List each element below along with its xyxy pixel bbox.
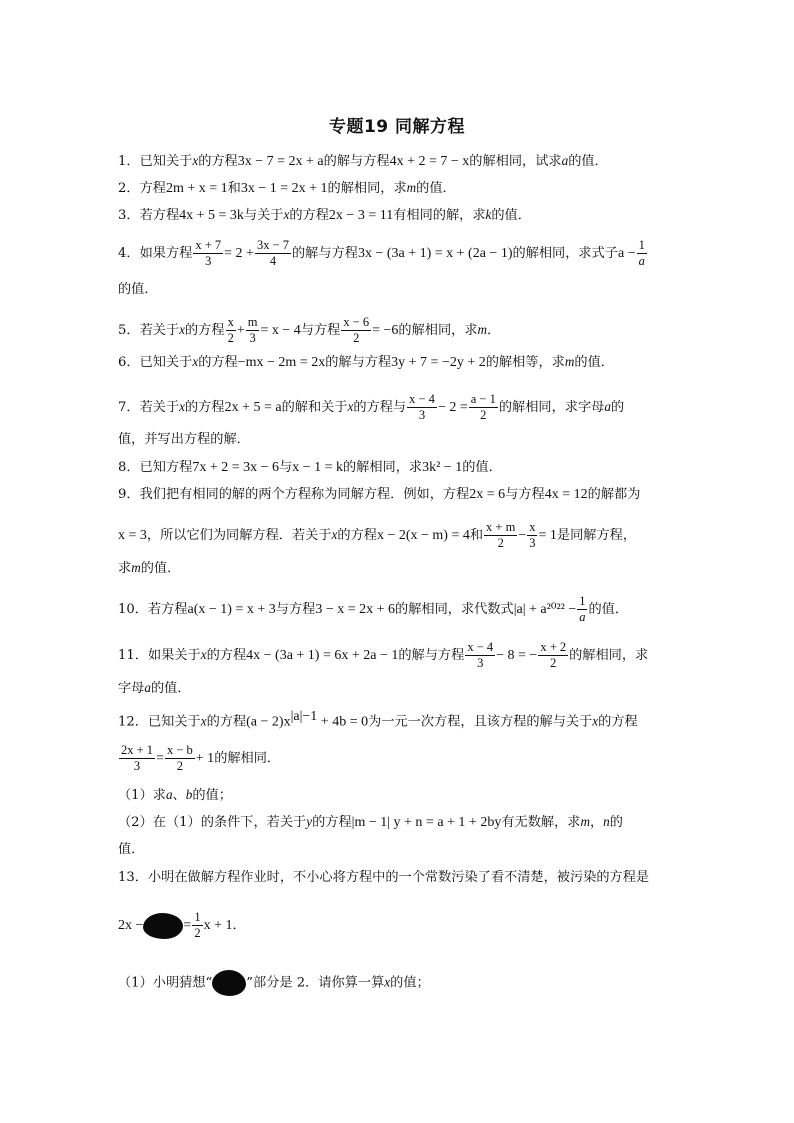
- text: 如果关于: [147, 648, 201, 663]
- problem-7: [118, 392, 624, 423]
- equation: = −6: [372, 323, 399, 338]
- text: 的解相同．: [214, 751, 281, 766]
- var-x: x: [200, 713, 207, 729]
- var-a: a: [561, 153, 569, 168]
- text: 的解相等，求: [485, 355, 565, 370]
- text: 的解相同，求代数式: [395, 602, 514, 617]
- text: 的方程: [289, 208, 329, 223]
- equation: 4x + 5 = 3k: [179, 208, 244, 223]
- text: 的方程: [206, 648, 247, 663]
- problem-number: 7．: [118, 400, 140, 415]
- page-title: 专题19 同解方程: [328, 117, 466, 137]
- var-m: m: [564, 354, 575, 369]
- problem-8: [118, 458, 502, 478]
- text: 的解相同，试求: [469, 154, 562, 169]
- problem-number: 13．: [118, 870, 148, 885]
- text: 与方程: [275, 602, 316, 617]
- fraction: [527, 520, 537, 551]
- equation: a −: [618, 246, 636, 261]
- text: 为一元一次方程，且该方程的解与关于: [368, 714, 593, 730]
- equation: x − 2(x − m) = 4: [376, 528, 470, 543]
- equation: + 4b = 0: [317, 714, 369, 730]
- text: 有无数解，求: [501, 815, 581, 830]
- text: 若方程: [139, 208, 180, 223]
- text: 和: [227, 181, 241, 196]
- fraction: [538, 640, 568, 671]
- equation: = x − 4: [260, 323, 301, 338]
- text: 已知关于: [139, 355, 193, 370]
- numerator: 1: [638, 238, 645, 252]
- text: 的方程: [337, 528, 377, 543]
- fraction: [246, 315, 260, 346]
- denominator: 2: [194, 926, 201, 940]
- text: 字母: [118, 681, 145, 696]
- text: 的解与方程: [292, 246, 358, 261]
- denominator: 4: [269, 254, 277, 268]
- text: ，: [589, 815, 604, 830]
- text: 的方程: [598, 714, 638, 730]
- var-x: x: [384, 974, 391, 990]
- equation: 4x − (3a + 1) = 6x + 2a − 1: [246, 648, 399, 663]
- var-m: m: [477, 322, 488, 337]
- numerator: 1: [194, 910, 201, 924]
- equation: (a − 2)x: [246, 714, 291, 730]
- equation: 2m + x = 1: [165, 181, 228, 196]
- fraction: [341, 315, 371, 346]
- text: 的方程: [206, 714, 247, 730]
- text: 的值．: [588, 602, 629, 617]
- text: 和: [469, 528, 484, 543]
- fraction: [407, 392, 437, 423]
- text: 与: [279, 460, 293, 475]
- equation: 7x + 2 = 3x − 6: [192, 460, 280, 475]
- var-a: a: [144, 680, 151, 695]
- problem-12-q2-cont: [118, 840, 144, 860]
- text: 的方程: [312, 815, 352, 830]
- denominator: 3: [133, 759, 141, 773]
- text: 的解和关于: [281, 400, 348, 415]
- problem-12: [118, 707, 638, 732]
- text: 的值．: [568, 154, 608, 169]
- ink-stain-blot: [143, 913, 183, 939]
- problem-number: 2．: [118, 181, 140, 196]
- problem-number: 9．: [118, 487, 140, 502]
- var-x: x: [200, 647, 207, 662]
- equation: |m − 1| y + n = a + 1 + 2by: [351, 815, 502, 830]
- problem-12-q2: [118, 812, 623, 833]
- equation: x + 1: [203, 918, 233, 933]
- problem-2: [118, 178, 456, 199]
- equation: 3x − 1 = 2x + 1: [240, 181, 328, 196]
- text: 若关于: [139, 400, 180, 415]
- text: 与方程: [505, 487, 545, 502]
- text: 的解都为: [587, 487, 641, 502]
- text: （2）在（1）的条件下，若关于: [118, 815, 307, 830]
- equation: 2x −: [118, 918, 144, 933]
- text: ．: [487, 323, 501, 338]
- var-m: m: [580, 814, 590, 829]
- equation: 4x + 2 = 7 − x: [389, 154, 470, 169]
- numerator: 3x − 7: [256, 238, 289, 252]
- equation: + 1: [195, 751, 215, 766]
- denominator: 3: [529, 536, 536, 550]
- problem-7-cont: [118, 430, 250, 450]
- numerator: x + m: [486, 520, 516, 534]
- text: 的解相同，求: [569, 648, 649, 663]
- denominator: a: [579, 610, 586, 624]
- denominator: 3: [418, 408, 426, 422]
- var-m: m: [131, 560, 141, 575]
- problem-9-line2: x = 3，所以它们为同解方程．若关于x的方程x − 2(x − m) = 4和 $\frac{x + m}{2}$ − $\frac{x}{3}$ = 1是同解方程，: [118, 520, 637, 550]
- equation: −mx − 2m = 2x: [237, 355, 326, 370]
- problem-3: [118, 205, 531, 226]
- denominator: 2: [497, 536, 504, 550]
- equation: a(x − 1) = x + 3: [187, 602, 276, 617]
- var-m: m: [406, 180, 417, 195]
- denominator: 3: [249, 331, 256, 345]
- denominator: 2: [176, 759, 183, 773]
- problem-number: 8．: [118, 460, 140, 475]
- text: 与关于: [243, 208, 284, 223]
- numerator: x + 2: [540, 640, 567, 654]
- problem-4: [118, 238, 648, 269]
- text: 、: [172, 788, 186, 803]
- numerator: m: [247, 315, 258, 329]
- text: 的方程: [198, 355, 238, 370]
- text: 的值；: [390, 975, 430, 991]
- equation: 3x − (3a + 1) = x + (2a − 1): [357, 246, 513, 261]
- text: 的解相同，求: [398, 323, 478, 338]
- problem-number: 12．: [118, 714, 148, 730]
- denominator: 2: [480, 408, 487, 422]
- var-a: a: [165, 787, 173, 802]
- text: 值，并写出方程的解．: [118, 432, 250, 447]
- text: （1）小明猜想“: [118, 975, 213, 991]
- problem-6: [118, 352, 614, 373]
- var-b: b: [185, 787, 193, 802]
- denominator: 2: [550, 656, 557, 670]
- text: 的方程: [185, 400, 225, 415]
- equation: 4x = 12: [544, 487, 588, 502]
- numerator: 1: [579, 594, 586, 608]
- var-x: x: [179, 322, 185, 337]
- denominator: 2: [353, 331, 360, 345]
- fraction: [192, 910, 202, 941]
- fraction: [193, 238, 223, 269]
- text: 的解相同，求: [327, 181, 407, 196]
- var-x: x: [179, 399, 185, 414]
- problem-number: 3．: [118, 208, 140, 223]
- equation: 3x − 7 = 2x + a: [237, 154, 324, 169]
- problem-10: [118, 594, 628, 625]
- problem-13-q1: [118, 970, 430, 996]
- var-x: x: [283, 207, 290, 222]
- text: 的值．: [462, 460, 502, 475]
- text: ．: [232, 918, 246, 933]
- text: 的解与方程: [325, 355, 392, 370]
- numerator: x: [227, 315, 234, 329]
- equation: = 1: [538, 528, 557, 543]
- text: 的值．: [574, 355, 614, 370]
- equation: x − 1 = k: [292, 460, 343, 475]
- ink-stain-blot: [212, 970, 246, 996]
- text: ”部分是 2．请你算一算: [246, 975, 385, 991]
- text: 方程: [139, 181, 166, 196]
- problem-number: 11．: [118, 648, 148, 663]
- problem-number: 4．: [118, 246, 140, 261]
- text: 的值．: [150, 681, 191, 696]
- text: 的解相同，求式子: [512, 246, 618, 261]
- text: 我们把有相同的解的两个方程称为同解方程．例如，方程: [139, 487, 470, 502]
- problem-number: 1．: [118, 154, 140, 169]
- problem-12-line2: $\frac{2x + 1}{3}$ = $\frac{x - b}{2}$ + 1的解相同．: [121, 743, 281, 773]
- var-k: k: [485, 207, 492, 222]
- exponent: |a|−1: [290, 709, 318, 724]
- numerator: 2x + 1: [121, 743, 154, 757]
- problem-9: [118, 485, 640, 505]
- text: 的方程: [185, 323, 225, 338]
- text: 有相同的解，求: [393, 208, 486, 223]
- numerator: a − 1: [470, 392, 496, 406]
- numerator: x + 7: [195, 238, 222, 252]
- text: 的值；: [192, 788, 232, 803]
- text: 是同解方程，: [556, 528, 637, 543]
- var-x: x: [192, 153, 199, 168]
- text: 如果方程: [139, 246, 193, 261]
- var-y: y: [306, 814, 313, 829]
- text: 的值．: [118, 282, 158, 297]
- equation: − 8 = −: [496, 648, 538, 663]
- text: 值．: [118, 842, 145, 857]
- var-n: n: [603, 814, 610, 829]
- text: 已知关于: [147, 714, 201, 730]
- equation: 3k² − 1: [422, 460, 463, 475]
- problem-4-cont: [118, 280, 158, 300]
- numerator: x − 4: [409, 392, 435, 406]
- fraction: [255, 238, 291, 269]
- var-x: x: [347, 399, 354, 414]
- numerator: x − 6: [343, 315, 370, 329]
- problem-11-cont: [118, 678, 191, 699]
- denominator: a: [638, 254, 645, 268]
- text: 的解相同，求字母: [498, 400, 605, 415]
- text: 小明在做解方程作业时，不小心将方程中的一个常数污染了看不清楚，被污染的方程是: [147, 870, 650, 885]
- problem-number: 6．: [118, 355, 140, 370]
- problem-11: [118, 640, 648, 671]
- denominator: 2: [227, 331, 234, 345]
- text: 若关于: [139, 323, 180, 338]
- text: ，所以它们为同解方程．若关于: [146, 528, 332, 543]
- text: 的解与方程: [323, 154, 390, 169]
- numerator: x: [529, 520, 536, 534]
- text: 与方程: [300, 323, 341, 338]
- text: 的: [609, 815, 623, 830]
- problem-1: [118, 151, 608, 172]
- text: 求: [118, 561, 132, 576]
- fraction: [469, 392, 498, 423]
- equation: − 2 =: [437, 400, 468, 415]
- text: 的解相同，求: [343, 460, 423, 475]
- problem-5: 5．若关于x的方程 $\frac{x}{2}$ + $\frac{m}{3}$ = x − 4与方程 $\frac{x - 6}{2}$ = −6的解相同，求m．: [118, 315, 501, 345]
- fraction: [637, 238, 647, 269]
- text: 的值．: [491, 208, 531, 223]
- equation: 3y + 7 = −2y + 2: [391, 355, 486, 370]
- problem-13-equation: [118, 910, 246, 941]
- numerator: x − b: [166, 743, 193, 757]
- text: 的方程与: [353, 400, 407, 415]
- fraction: [226, 315, 236, 346]
- var-x: x: [331, 527, 338, 542]
- text: 的值．: [140, 561, 181, 576]
- equation: |a| + a²⁰²² −: [513, 602, 577, 617]
- problem-13: [118, 868, 649, 888]
- problem-12-q1: [118, 785, 232, 806]
- problem-9-line3: [118, 558, 180, 579]
- fraction: [484, 520, 517, 551]
- equation: x = 3: [118, 528, 147, 543]
- denominator: 3: [205, 254, 212, 268]
- text: 的: [610, 400, 625, 415]
- denominator: 3: [477, 656, 484, 670]
- text: 的方程: [198, 154, 238, 169]
- text: 的解与方程: [398, 648, 465, 663]
- equation: = 2 +: [224, 246, 254, 261]
- fraction: [577, 594, 587, 625]
- problem-number: 5．: [118, 323, 140, 338]
- fraction: [119, 743, 155, 774]
- equation: =: [183, 918, 192, 933]
- var-a: a: [604, 399, 611, 414]
- text: （1）求: [118, 788, 166, 803]
- fraction: [465, 640, 495, 671]
- equation: 2x − 3 = 11: [328, 208, 394, 223]
- fraction: [165, 743, 195, 774]
- var-x: x: [192, 354, 199, 369]
- text: 已知方程: [139, 460, 193, 475]
- text: 若方程: [147, 602, 188, 617]
- text: 已知关于: [139, 154, 193, 169]
- equation: 2x + 5 = a: [224, 400, 282, 415]
- equation: 2x = 6: [469, 487, 506, 502]
- text: 的值．: [416, 181, 456, 196]
- problem-number: 10．: [118, 602, 148, 617]
- var-x: x: [592, 713, 599, 729]
- equation: 3 − x = 2x + 6: [315, 602, 396, 617]
- numerator: x − 4: [467, 640, 494, 654]
